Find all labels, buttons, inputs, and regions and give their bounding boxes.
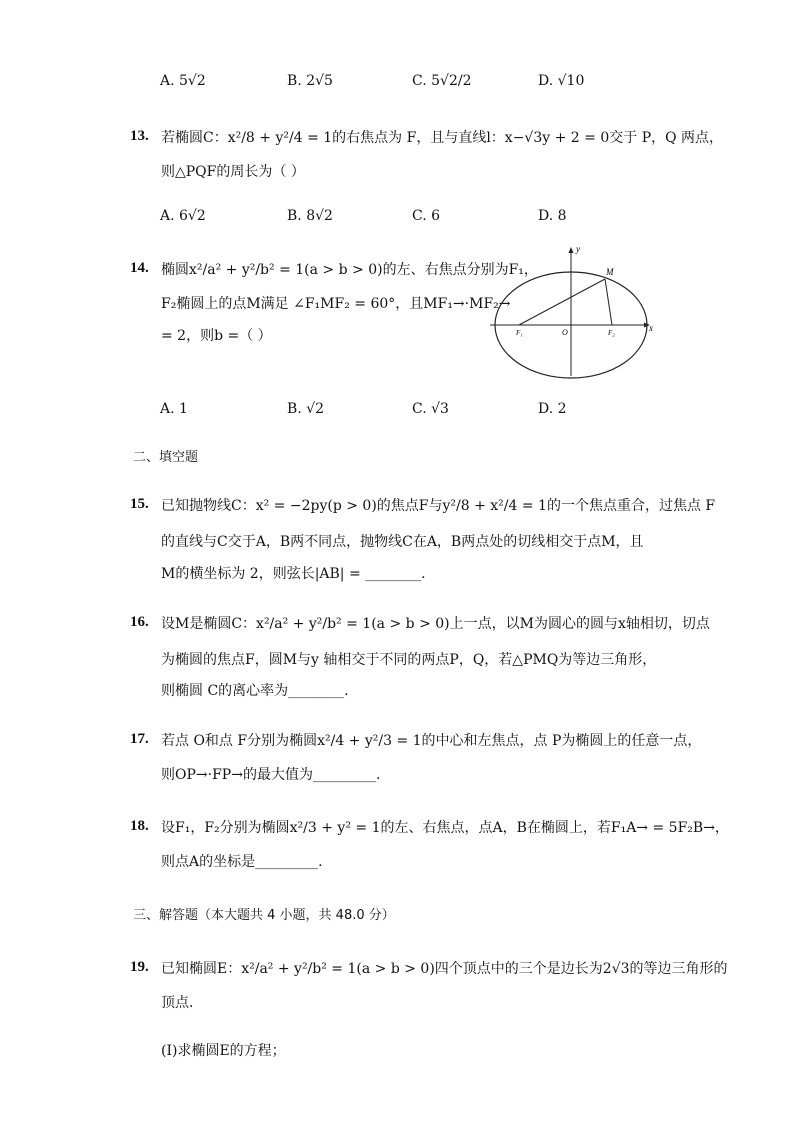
q16-line3: 则椭圆 C的离心率为________. [161, 683, 349, 699]
label-f2: F₂ [608, 329, 615, 337]
q13-option-b: B. 8√2 [287, 208, 333, 224]
label-m: M [606, 267, 614, 277]
q14-number: 14. [130, 260, 149, 276]
y-axis-arrow [569, 247, 574, 253]
section-2-title: 二、填空题 [133, 450, 199, 465]
q16-number: 16. [130, 614, 149, 630]
q14-line2: F₂椭圆上的点M满足 ∠F₁MF₂ = 60°，且MF₁→·MF₂→ [161, 296, 511, 312]
label-y: y [576, 244, 580, 254]
segment-f1-m [519, 279, 605, 325]
q16-line1: 设M是椭圆C：x²/a² + y²/b² = 1(a > b > 0)上一点，以M为圆心的圆与x轴相切，切点 [161, 616, 710, 632]
q13-option-a: A. 6√2 [160, 208, 206, 224]
section-3-title: 三、解答题（本大题共 4 小题，共 48.0 分） [133, 908, 395, 923]
label-f1: F₁ [516, 329, 523, 337]
q19-line1: 已知椭圆E：x²/a² + y²/b² = 1(a > b > 0)四个顶点中的三个是边长为2√3的等边三角形的 [161, 961, 728, 977]
q15-number: 15. [130, 496, 149, 512]
q19-number: 19. [130, 959, 149, 975]
q12-option-c: C. 5√2/2 [412, 73, 472, 89]
q15-line2: 的直线与C交于A，B两不同点，抛物线C在A，B两点处的切线相交于点M，且 [161, 534, 644, 550]
q14-option-b: B. √2 [287, 401, 325, 417]
q13-number: 13. [130, 128, 149, 144]
q13-line1: 若椭圆C：x²/8 + y²/4 = 1的右焦点为 F，且与直线l：x−√3y + 2 = 0交于 P，Q 两点， [161, 130, 724, 146]
q19-line2: 顶点． [161, 995, 203, 1011]
q14-option-a: A. 1 [160, 401, 188, 417]
q17-number: 17. [130, 731, 149, 747]
label-o: O [562, 328, 568, 337]
q15-line3: M的横坐标为 2，则弦长|AB| = ________. [161, 566, 426, 582]
q18-number: 18. [130, 818, 149, 834]
ellipse-figure [488, 238, 660, 380]
q13-line2: 则△PQF的周长为（ ） [161, 164, 305, 180]
q18-line1: 设F₁，F₂分别为椭圆x²/3 + y² = 1的左、右焦点，点A，B在椭圆上，若F₁A→ = 5F₂B→， [161, 820, 729, 836]
q15-line1: 已知抛物线C：x² = −2py(p > 0)的焦点F与y²/8 + x²/4 = 1的一个焦点重合，过焦点 F [161, 498, 716, 514]
q17-line1: 若点 O和点 F分别为椭圆x²/4 + y²/3 = 1的中心和左焦点，点 P为椭圆上的任意一点， [161, 733, 702, 749]
q16-line2: 为椭圆的焦点F，圆M与y 轴相交于不同的两点P，Q，若△PMQ为等边三角形， [161, 652, 657, 668]
q13-option-c: C. 6 [412, 208, 441, 224]
q14-line1: 椭圆x²/a² + y²/b² = 1(a > b > 0)的左、右焦点分别为F₁， [161, 262, 538, 278]
q19-part1: (Ⅰ)求椭圆E的方程； [161, 1043, 286, 1059]
q13-option-d: D. 8 [538, 208, 567, 224]
label-x: x [649, 323, 653, 333]
q18-line2: 则点A的坐标是_________. [161, 854, 323, 870]
q17-line2: 则OP→·FP→的最大值为_________. [161, 767, 381, 783]
q14-option-c: C. √3 [412, 401, 449, 417]
q12-option-d: D. √10 [538, 73, 585, 89]
q14-option-d: D. 2 [538, 401, 567, 417]
segment-f2-m [605, 279, 612, 325]
q14-line3: = 2，则b =（ ） [161, 328, 272, 344]
q12-option-b: B. 2√5 [287, 73, 333, 89]
q12-option-a: A. 5√2 [160, 73, 206, 89]
